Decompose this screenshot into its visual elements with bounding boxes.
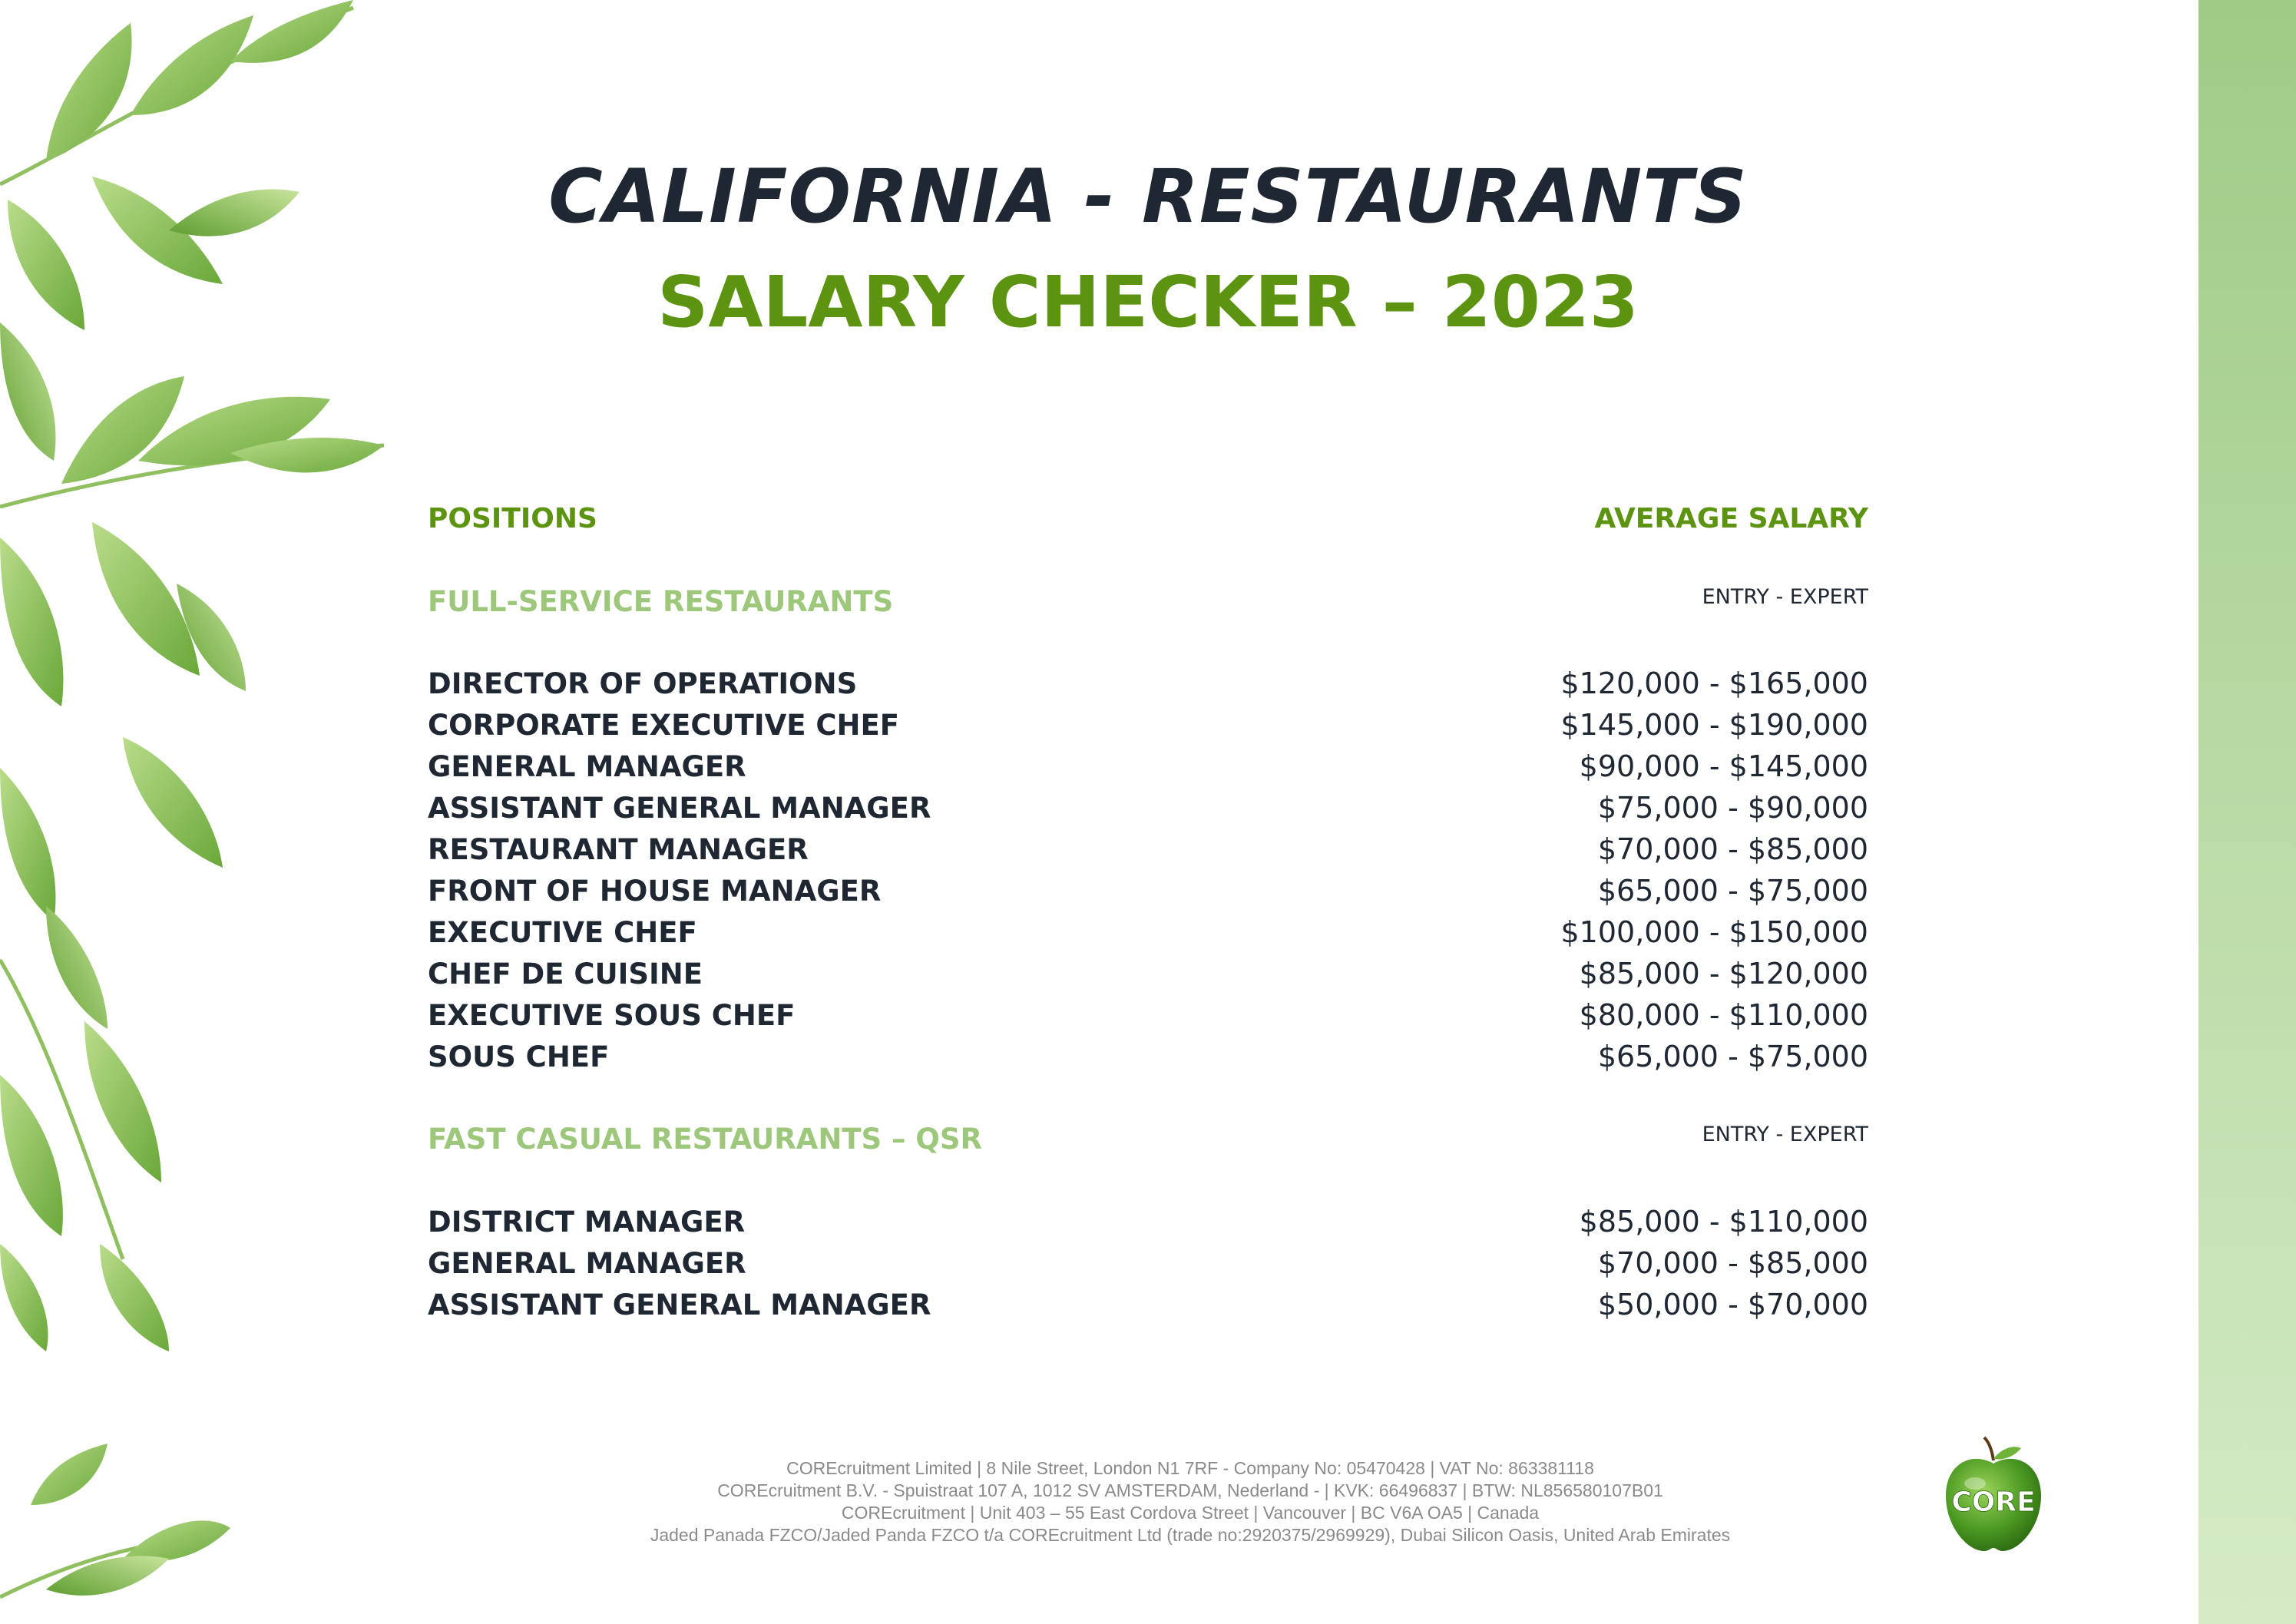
core-apple-logo-icon	[1941, 1436, 2046, 1556]
position-name: DISTRICT MANAGER	[428, 1205, 746, 1239]
logo-text: CORE	[1951, 1487, 2036, 1518]
position-name: SOUS CHEF	[428, 1040, 610, 1073]
table-header	[428, 498, 1868, 539]
leaf-decoration-icon	[0, 0, 399, 1624]
table-row	[428, 1201, 1868, 1242]
positions-header: POSITIONS	[428, 502, 597, 534]
position-name: GENERAL MANAGER	[428, 749, 746, 783]
position-name: GENERAL MANAGER	[428, 1246, 746, 1280]
footer-line: COREcruitment B.V. - Spuistraat 107 A, 1012 SV AMSTERDAM, Nederland - | KVK: 66496837 | BTW: NL856580107B01	[717, 1480, 1663, 1500]
salary-range: $75,000 - $90,000	[1597, 791, 1868, 825]
salary-range: $85,000 - $110,000	[1579, 1205, 1868, 1239]
salary-range: $80,000 - $110,000	[1579, 998, 1868, 1032]
salary-range: $65,000 - $75,000	[1597, 1040, 1868, 1073]
level-label: ENTRY - EXPERT	[1702, 1123, 1868, 1146]
salary-range: $120,000 - $165,000	[1560, 666, 1868, 700]
table-row	[428, 953, 1868, 994]
right-green-band	[2198, 0, 2296, 1624]
salary-range: $145,000 - $190,000	[1560, 708, 1868, 742]
position-name: DIRECTOR OF OPERATIONS	[428, 666, 858, 700]
footer-line: COREcruitment Limited | 8 Nile Street, London N1 7RF - Company No: 05470428 | VAT No: 863381118	[786, 1458, 1594, 1478]
position-name: EXECUTIVE CHEF	[428, 915, 697, 949]
salary-range: $100,000 - $150,000	[1560, 915, 1868, 949]
page-subtitle: SALARY CHECKER – 2023	[657, 261, 1639, 343]
position-name: ASSISTANT GENERAL MANAGER	[428, 1288, 931, 1321]
salary-range: $70,000 - $85,000	[1597, 1246, 1868, 1280]
table-row	[428, 911, 1868, 953]
page-title: CALIFORNIA - RESTAURANTS	[548, 154, 1748, 240]
position-name: RESTAURANT MANAGER	[428, 832, 809, 866]
table-row	[428, 994, 1868, 1036]
table-row	[428, 1242, 1868, 1284]
section-name: FULL-SERVICE RESTAURANTS	[428, 584, 894, 618]
table-row	[428, 829, 1868, 870]
position-name: CHEF DE CUISINE	[428, 957, 703, 991]
table-row	[428, 1036, 1868, 1077]
table-row	[428, 663, 1868, 704]
position-name: FRONT OF HOUSE MANAGER	[428, 874, 882, 908]
position-name: EXECUTIVE SOUS CHEF	[428, 998, 796, 1032]
table-row	[428, 1284, 1868, 1325]
section-heading-full-service	[428, 580, 1868, 622]
position-name: CORPORATE EXECUTIVE CHEF	[428, 708, 900, 742]
footer-line: Jaded Panada FZCO/Jaded Panda FZCO t/a COREcruitment Ltd (trade no:2920375/2969929), Dubai Silicon Oasis, United Arab Emirates	[650, 1525, 1731, 1545]
section-name: FAST CASUAL RESTAURANTS – QSR	[428, 1122, 983, 1156]
salary-range: $65,000 - $75,000	[1597, 874, 1868, 908]
table-row	[428, 787, 1868, 829]
table-row	[428, 746, 1868, 787]
section-heading-fast-casual	[428, 1118, 1868, 1159]
position-name: ASSISTANT GENERAL MANAGER	[428, 791, 931, 825]
salary-range: $70,000 - $85,000	[1597, 832, 1868, 866]
footer-line: COREcruitment | Unit 403 – 55 East Cordova Street | Vancouver | BC V6A OA5 | Canada	[841, 1503, 1540, 1523]
table-row	[428, 704, 1868, 746]
salary-range: $90,000 - $145,000	[1579, 749, 1868, 783]
salary-range: $50,000 - $70,000	[1597, 1288, 1868, 1321]
salary-range: $85,000 - $120,000	[1579, 957, 1868, 991]
level-label: ENTRY - EXPERT	[1702, 585, 1868, 609]
company-footer	[538, 1457, 1843, 1546]
table-row	[428, 870, 1868, 911]
average-salary-header: AVERAGE SALARY	[1594, 502, 1868, 534]
